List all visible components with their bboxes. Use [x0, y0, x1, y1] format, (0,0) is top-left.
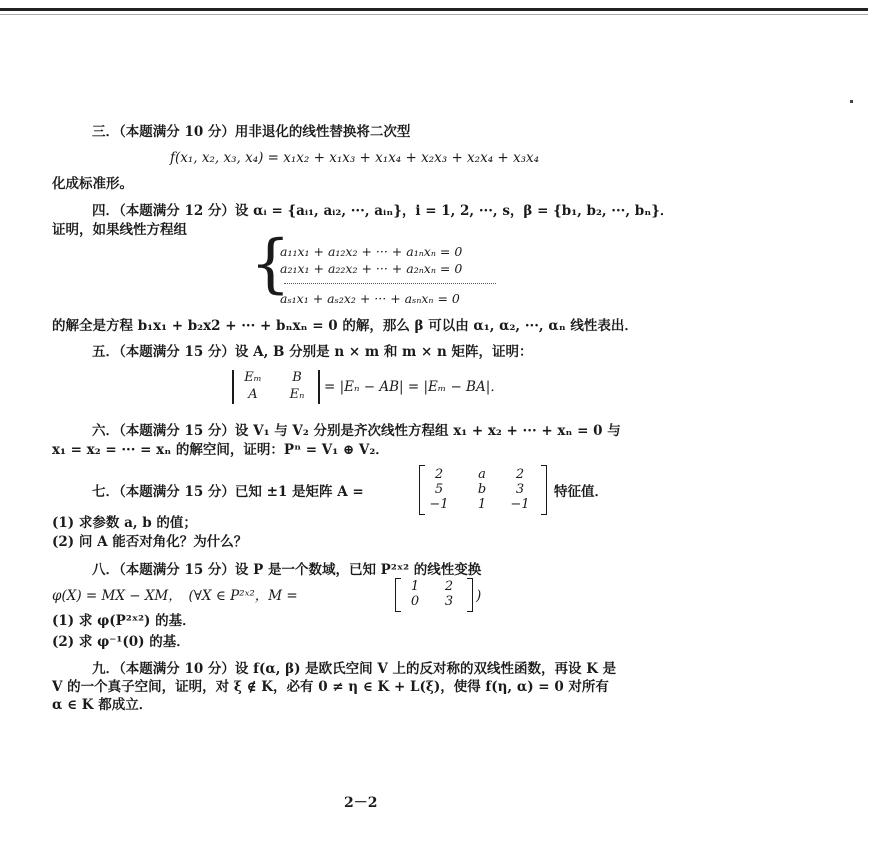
page-number: 2－2	[344, 795, 378, 811]
q8-map-tail: )	[476, 588, 482, 604]
scan-top-border	[0, 8, 868, 11]
q3-tail: 化成标准形。	[52, 176, 133, 192]
q4-conclusion: 的解全是方程 b₁x₁ + b₂x2 + ··· + bₙxₙ = 0 的解，那么 β 可以由 α₁, α₂, ···, αₙ 线性表出．	[52, 318, 638, 334]
scan-speck	[850, 100, 853, 103]
q9-heading: 九．（本题满分 10 分）设 f(α, β) 是欧氏空间 V 上的反对称的双线性函数，再设 K 是	[92, 661, 617, 677]
q5-det-rhs: = |Eₙ − AB| = |Eₘ − BA|．	[324, 379, 504, 395]
q9-line2: V 的一个真子空间，证明，对 ξ ∉ K，必有 0 ≠ η ∈ K + L(ξ)，使得 f(η, α) = 0 对所有	[52, 679, 609, 695]
q5-det-a: A	[248, 387, 258, 402]
q7-matrix-cell: 1	[477, 497, 487, 512]
q7-sub1: (1) 求参数 a, b 的值；	[52, 515, 197, 531]
q8-sub1: (1) 求 φ(P²ˣ²) 的基．	[52, 613, 196, 629]
q7-matrix-cell: 2	[434, 467, 444, 482]
q8-map: φ(X) = MX − XM， (∀X ∈ P²ˣ²，M =	[52, 588, 298, 604]
q4-line2: 证明，如果线性方程组	[52, 222, 187, 238]
q8-matrix-cell: 3	[444, 594, 454, 609]
q5-det-e-m: Eₘ	[244, 370, 262, 385]
q7-heading-tail: 特征值．	[554, 484, 608, 500]
q5-det-left-bar	[232, 370, 234, 404]
q5-det-right-bar	[318, 370, 320, 404]
q7-matrix-cell: −1	[510, 497, 530, 512]
q4-system-row1: a₁₁x₁ + a₁₂x₂ + ··· + a₁ₙxₙ = 0	[280, 244, 463, 259]
q5-heading: 五．（本题满分 15 分）设 A, B 分别是 n × m 和 m × n 矩阵，证明：	[92, 344, 533, 360]
q7-matrix-right-bracket	[541, 465, 547, 515]
q9-line3: α ∈ K 都成立．	[52, 697, 153, 713]
q8-matrix-cell: 2	[444, 579, 454, 594]
q7-matrix-cell: 5	[434, 482, 444, 497]
q7-matrix-cell: 3	[515, 482, 525, 497]
q7-matrix-cell: b	[477, 482, 487, 497]
q8-matrix-cell: 0	[410, 594, 420, 609]
q8-sub2: (2) 求 φ⁻¹(0) 的基．	[52, 634, 190, 650]
q7-matrix-cell: a	[478, 467, 486, 482]
q5-det-b: B	[292, 370, 302, 385]
q7-matrix-cell: 2	[515, 467, 525, 482]
q4-system-dots	[284, 283, 496, 284]
q6-heading: 六．（本题满分 15 分）设 V₁ 与 V₂ 分别是齐次线性方程组 x₁ + x₂ + ··· + xₙ = 0 与	[92, 423, 621, 439]
q4-system-row2: a₂₁x₁ + a₂₂x₂ + ··· + a₂ₙxₙ = 0	[280, 261, 463, 276]
q7-matrix-cell: −1	[429, 497, 449, 512]
q3-formula: f(x₁, x₂, x₃, x₄) = x₁x₂ + x₁x₃ + x₁x₄ + x₂x₃ + x₂x₄ + x₃x₄	[170, 150, 540, 166]
q4-heading: 四．（本题满分 12 分）设 αᵢ = {aᵢ₁, aᵢ₂, ···, aᵢₙ}，i = 1, 2, ···, s，β = {b₁, b₂, ···, bₙ}．	[92, 203, 674, 219]
scan-top-border-thin	[0, 14, 868, 15]
q4-system-brace: {	[250, 227, 291, 301]
q8-matrix-right-bracket	[467, 578, 473, 612]
q5-det-e-n: Eₙ	[289, 387, 305, 402]
q7-sub2: (2) 问 A 能否对角化？为什么？	[52, 534, 248, 550]
q8-heading: 八．（本题满分 15 分）设 P 是一个数域，已知 P²ˣ² 的线性变换	[92, 562, 482, 578]
q3-heading: 三．（本题满分 10 分）用非退化的线性替换将二次型	[92, 124, 411, 140]
q8-matrix-cell: 1	[410, 579, 420, 594]
q7-heading: 七．（本题满分 15 分）已知 ±1 是矩阵 A =	[92, 484, 364, 500]
q4-system-row3: aₛ₁x₁ + aₛ₂x₂ + ··· + aₛₙxₙ = 0	[280, 291, 460, 306]
q6-line2: x₁ = x₂ = ··· = xₙ 的解空间，证明：Pⁿ = V₁ ⊕ V₂．	[52, 442, 389, 458]
